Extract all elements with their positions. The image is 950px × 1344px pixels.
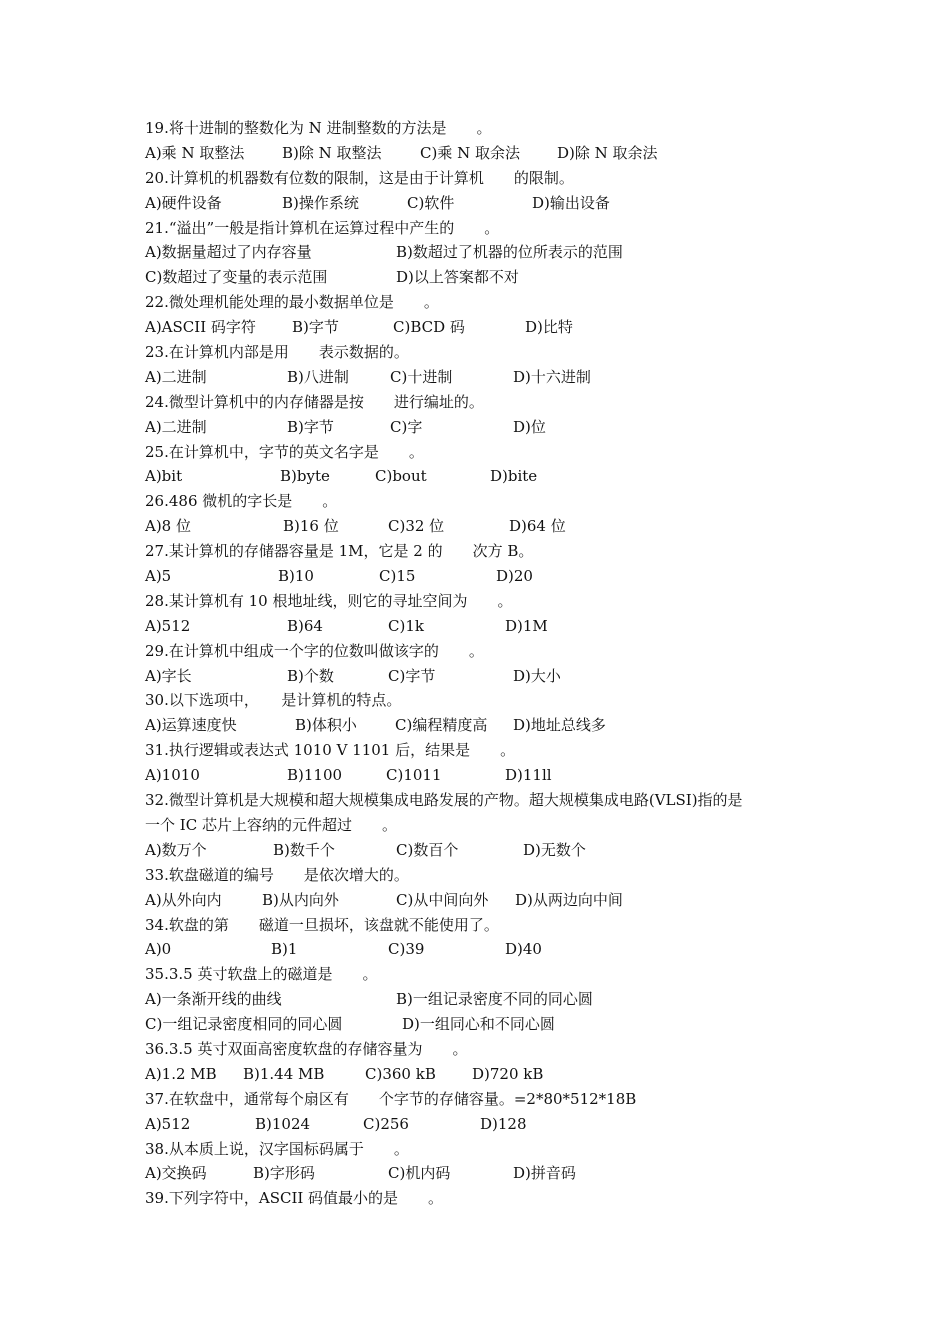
answer-option: A)从外向内 (145, 890, 222, 909)
options-row (145, 1012, 825, 1037)
answer-option: C)bout (375, 467, 427, 486)
options-row (145, 464, 825, 489)
question-stem: 38.从本质上说，汉字国标码属于 。 (145, 1139, 409, 1158)
answer-option: B)数千个 (273, 840, 335, 859)
answer-option: D)以上答案都不对 (396, 268, 519, 287)
answer-option: D)720 kB (472, 1064, 544, 1083)
answer-option: B)体积小 (295, 716, 357, 735)
options-row (145, 315, 825, 340)
question-stem: 31.执行逻辑或表达式 1010 V 1101 后，结果是 。 (145, 741, 516, 760)
options-row (145, 614, 825, 639)
options-row (145, 838, 825, 863)
question-stem: 36.3.5 英寸双面高密度软盘的存储容量为 。 (145, 1039, 468, 1058)
answer-option: B)字节 (287, 417, 334, 436)
answer-option: D)从两边向中间 (515, 890, 623, 909)
answer-option: D)40 (505, 940, 542, 959)
answer-option: C)256 (363, 1114, 409, 1133)
answer-option: A)1.2 MB (145, 1064, 217, 1083)
answer-option: B)除 N 取整法 (282, 143, 382, 162)
answer-option: B)10 (278, 567, 314, 586)
answer-option: A)512 (145, 616, 191, 635)
answer-option: C)1011 (386, 766, 442, 785)
answer-option: A)8 位 (145, 517, 191, 536)
answer-option: A)交换码 (145, 1164, 207, 1183)
answer-option: C)从中间向外 (396, 890, 489, 909)
answer-option: C)乘 N 取余法 (420, 143, 520, 162)
question-stem: 32.微型计算机是大规模和超大规模集成电路发展的产物。超大规模集成电路(VLSI)指的是 (145, 791, 743, 810)
options-row (145, 937, 825, 962)
answer-option: B)操作系统 (282, 193, 359, 212)
question-stem: 34.软盘的第 磁道一旦损坏，该盘就不能使用了。 (145, 915, 499, 934)
answer-option: D)64 位 (509, 517, 566, 536)
question-stem: 30.以下选项中， 是计算机的特点。 (145, 691, 402, 710)
answer-option: A)二进制 (145, 417, 207, 436)
question-stem: 25.在计算机中，字节的英文名字是 。 (145, 442, 424, 461)
answer-option: D)十六进制 (513, 367, 591, 386)
question-stem: 29.在计算机中组成一个字的位数叫做该字的 。 (145, 641, 484, 660)
question-stem: 35.3.5 英寸软盘上的磁道是 。 (145, 965, 378, 984)
options-row (145, 365, 825, 390)
options-row (145, 141, 825, 166)
answer-option: D)无数个 (523, 840, 586, 859)
answer-option: C)数百个 (396, 840, 459, 859)
question-stem: 39.下列字符中，ASCII 码值最小的是 。 (145, 1189, 444, 1208)
options-row (145, 987, 825, 1012)
answer-option: D)128 (480, 1114, 527, 1133)
options-row (145, 713, 825, 738)
options-row (145, 564, 825, 589)
answer-option: D)除 N 取余法 (557, 143, 658, 162)
answer-option: D)位 (513, 417, 546, 436)
answer-option: B)byte (280, 467, 330, 486)
answer-option: B)1 (271, 940, 298, 959)
answer-option: C)32 位 (388, 517, 445, 536)
answer-option: A)运算速度快 (145, 716, 237, 735)
answer-option: A)512 (145, 1114, 191, 1133)
answer-option: A)1010 (145, 766, 200, 785)
answer-option: C)BCD 码 (393, 318, 465, 337)
options-row (145, 240, 825, 265)
options-row (145, 1161, 825, 1186)
answer-option: A)字长 (145, 666, 192, 685)
answer-option: C)字节 (388, 666, 436, 685)
answer-option: A)二进制 (145, 367, 207, 386)
question-stem: 19.将十进制的整数化为 N 进制整数的方法是 。 (145, 119, 492, 137)
question-stem: 23.在计算机内部是用 表示数据的。 (145, 343, 409, 362)
answer-option: C)数超过了变量的表示范围 (145, 268, 328, 287)
answer-option: C)360 kB (365, 1064, 436, 1083)
answer-option: A)ASCII 码字符 (145, 318, 256, 337)
answer-option: C)软件 (407, 193, 455, 212)
answer-option: D)比特 (525, 318, 573, 337)
answer-option: A)bit (145, 467, 183, 486)
answer-option: B)64 (287, 616, 323, 635)
answer-option: A)数万个 (145, 840, 207, 859)
answer-option: A)乘 N 取整法 (145, 143, 245, 162)
answer-option: B)从内向外 (262, 890, 339, 909)
answer-option: D)bite (490, 467, 538, 486)
answer-option: C)一组记录密度相同的同心圆 (145, 1015, 343, 1034)
answer-option: C)15 (379, 567, 416, 586)
answer-option: D)大小 (513, 666, 561, 685)
answer-option: B)八进制 (287, 367, 349, 386)
options-row (145, 664, 825, 689)
options-row (145, 191, 825, 216)
answer-option: C)39 (388, 940, 425, 959)
question-stem: 24.微型计算机中的内存储器是按 进行编址的。 (145, 392, 484, 411)
answer-option: B)字形码 (253, 1164, 315, 1183)
answer-option: A)一条渐开线的曲线 (145, 990, 282, 1009)
answer-option: A)数据量超过了内存容量 (145, 243, 312, 262)
question-stem: 26.486 微机的字长是 。 (145, 492, 338, 511)
question-stem: 一个 IC 芯片上容纳的元件超过 。 (145, 815, 397, 834)
question-stem: 37.在软盘中，通常每个扇区有 个字节的存储容量。=2*80*512*18B (145, 1089, 637, 1108)
answer-option: B)一组记录密度不同的同心圆 (396, 990, 593, 1009)
answer-option: B)个数 (287, 666, 334, 685)
options-row (145, 514, 825, 539)
question-stem: 28.某计算机有 10 根地址线，则它的寻址空间为 。 (145, 591, 513, 610)
question-stem: 20.计算机的机器数有位数的限制，这是由于计算机 的限制。 (145, 168, 574, 187)
answer-option: D)输出设备 (532, 193, 610, 212)
answer-option: C)编程精度高 (395, 716, 488, 735)
question-stem: 21.“溢出”一般是指计算机在运算过程中产生的 。 (145, 218, 500, 237)
answer-option: D)20 (496, 567, 533, 586)
answer-option: B)1024 (255, 1114, 311, 1133)
answer-option: C)机内码 (388, 1164, 451, 1183)
answer-option: A)硬件设备 (145, 193, 222, 212)
options-row (145, 888, 825, 913)
answer-option: D)地址总线多 (513, 716, 606, 735)
answer-option: B)16 位 (283, 517, 339, 536)
options-row (145, 1062, 825, 1087)
answer-option: B)1.44 MB (243, 1064, 325, 1083)
answer-option: B)字节 (292, 318, 339, 337)
answer-option: C)1k (388, 616, 424, 635)
answer-option: D)11ll (505, 766, 552, 785)
options-row (145, 763, 825, 788)
options-row (145, 265, 825, 290)
answer-option: B)1100 (287, 766, 343, 785)
answer-option: D)1M (505, 616, 548, 635)
question-stem: 33.软盘磁道的编号 是依次增大的。 (145, 865, 409, 884)
options-row (145, 1112, 825, 1137)
answer-option: A)5 (145, 567, 172, 586)
answer-option: A)0 (145, 940, 172, 959)
answer-option: B)数超过了机器的位所表示的范围 (396, 243, 623, 262)
options-row (145, 415, 825, 440)
answer-option: C)字 (390, 417, 423, 436)
question-list (145, 116, 825, 1211)
answer-option: D)拼音码 (513, 1164, 576, 1183)
answer-option: C)十进制 (390, 367, 453, 386)
question-stem: 27.某计算机的存储器容量是 1M，它是 2 的 次方 B。 (145, 542, 534, 561)
question-stem: 22.微处理机能处理的最小数据单位是 。 (145, 293, 439, 312)
answer-option: D)一组同心和不同心圆 (402, 1015, 555, 1034)
